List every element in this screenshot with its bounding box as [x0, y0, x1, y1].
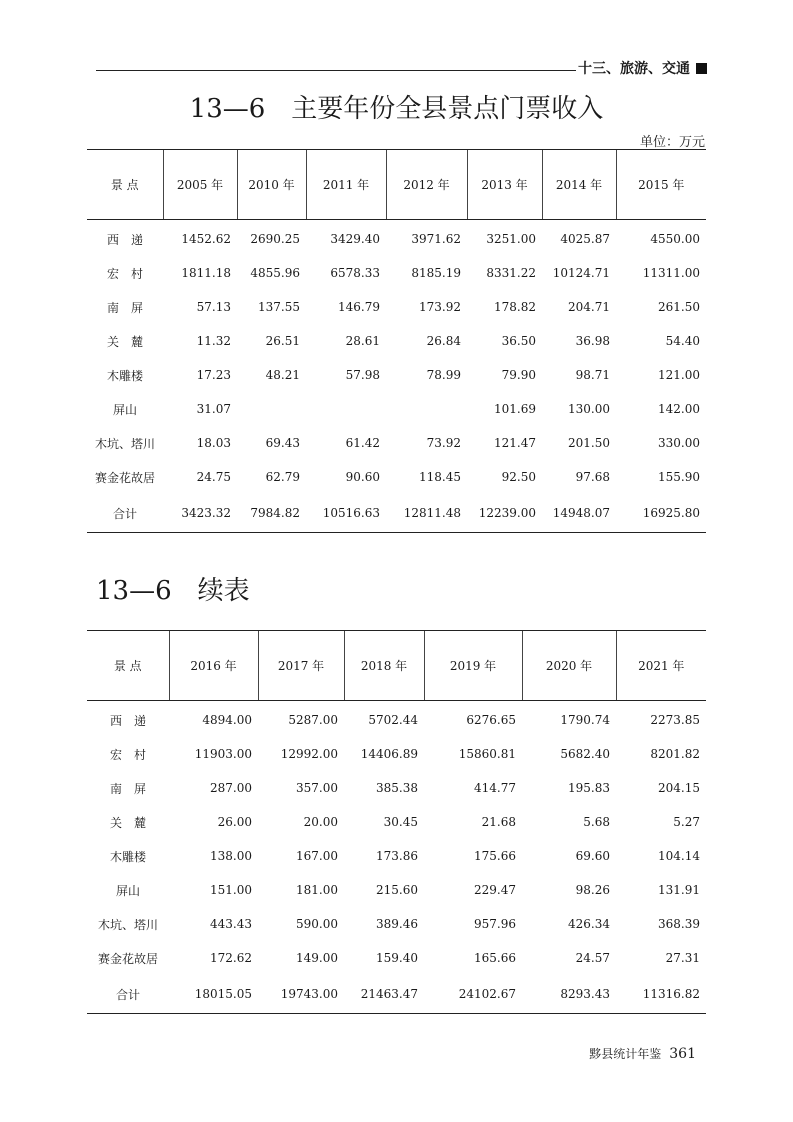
- revenue-cell: 48.21: [265, 368, 300, 382]
- revenue-cell: 8201.82: [650, 747, 700, 761]
- revenue-cell: 229.47: [474, 883, 516, 897]
- revenue-cell: 20.00: [303, 815, 338, 829]
- table-row: [87, 941, 706, 975]
- revenue-cell: 24.57: [575, 951, 610, 965]
- table-row: [87, 256, 706, 290]
- revenue-cell: 195.83: [568, 781, 610, 795]
- revenue-cell: 5702.44: [368, 713, 418, 727]
- revenue-cell: 2273.85: [650, 713, 700, 727]
- column-header-year: 2020 年: [522, 631, 616, 701]
- column-header-year: 2016 年: [169, 631, 258, 701]
- table-header: [87, 631, 706, 701]
- revenue-cell: 26.00: [217, 815, 252, 829]
- revenue-cell: 19743.00: [258, 975, 344, 1014]
- revenue-cell: 8331.22: [486, 266, 536, 280]
- revenue-cell: 30.45: [383, 815, 418, 829]
- revenue-cell: 357.00: [296, 781, 338, 795]
- table-row: [87, 426, 706, 460]
- spot-name-cell: 合计: [87, 494, 163, 533]
- revenue-cell: 6276.65: [466, 713, 516, 727]
- unit-label: 单位：万元: [639, 135, 705, 150]
- revenue-cell: 414.77: [474, 781, 516, 795]
- table-row: [87, 771, 706, 805]
- revenue-cell: 78.99: [426, 368, 461, 382]
- column-header-year: 2013 年: [467, 150, 542, 220]
- spot-name-cell: 屏山: [112, 402, 137, 417]
- revenue-cell: 4894.00: [202, 713, 252, 727]
- spot-name-cell: 木雕楼: [109, 849, 146, 864]
- revenue-cell: 79.90: [501, 368, 536, 382]
- revenue-cell: 73.92: [426, 436, 461, 450]
- revenue-cell: 151.00: [210, 883, 252, 897]
- revenue-cell: 27.31: [665, 951, 700, 965]
- column-header-year: 2018 年: [344, 631, 424, 701]
- revenue-cell: 204.15: [658, 781, 700, 795]
- ticket-revenue-table-2005-2015: [87, 149, 706, 533]
- revenue-cell: 167.00: [296, 849, 338, 863]
- revenue-cell: 18.03: [196, 436, 231, 450]
- column-header-year: 2015 年: [616, 150, 706, 220]
- revenue-cell: 1452.62: [181, 232, 231, 246]
- spot-name-cell: 南 屏: [106, 300, 143, 315]
- revenue-cell: 24102.67: [424, 975, 522, 1014]
- revenue-cell: 204.71: [568, 300, 610, 314]
- revenue-cell: 24.75: [196, 470, 231, 484]
- revenue-cell: 7984.82: [237, 494, 306, 533]
- revenue-cell: 201.50: [568, 436, 610, 450]
- revenue-cell: 54.40: [665, 334, 700, 348]
- spot-name-cell: 宏 村: [109, 747, 146, 762]
- revenue-cell: 178.82: [494, 300, 536, 314]
- revenue-cell: 215.60: [376, 883, 418, 897]
- revenue-cell: 36.50: [501, 334, 536, 348]
- revenue-cell: 181.00: [296, 883, 338, 897]
- spot-name-cell: 宏 村: [106, 266, 143, 281]
- revenue-cell: 62.79: [265, 470, 300, 484]
- spot-name-cell: 西 递: [109, 713, 146, 728]
- revenue-cell: 10124.71: [552, 266, 610, 280]
- revenue-cell: 173.86: [376, 849, 418, 863]
- revenue-cell: 31.07: [196, 402, 231, 416]
- revenue-cell: 5682.40: [560, 747, 610, 761]
- table-row: [87, 873, 706, 907]
- spot-name-cell: 屏山: [115, 883, 140, 898]
- revenue-cell: 10516.63: [306, 494, 386, 533]
- revenue-cell: 4855.96: [250, 266, 300, 280]
- spot-name-cell: 关 麓: [109, 815, 146, 830]
- revenue-cell: 146.79: [338, 300, 380, 314]
- table-row: [87, 907, 706, 941]
- revenue-cell: 11311.00: [642, 266, 700, 280]
- revenue-cell: 61.42: [345, 436, 380, 450]
- column-header-spot: 景 点: [87, 631, 169, 701]
- revenue-cell: 175.66: [474, 849, 516, 863]
- column-header-year: 2012 年: [386, 150, 467, 220]
- revenue-cell: 5.27: [673, 815, 700, 829]
- spot-name-cell: 木坑、塔川: [94, 436, 155, 451]
- table-row: [87, 839, 706, 873]
- revenue-cell: 17.23: [196, 368, 231, 382]
- revenue-cell: 1811.18: [181, 266, 231, 280]
- table-row: [87, 975, 706, 1014]
- column-header-year: 2014 年: [542, 150, 616, 220]
- column-header-year: 2005 年: [163, 150, 237, 220]
- column-header-year: 2017 年: [258, 631, 344, 701]
- spot-name-cell: 南 屏: [109, 781, 146, 796]
- spot-name-cell: 赛金花故居: [97, 951, 158, 966]
- ticket-revenue-table-2016-2021: [87, 630, 706, 1014]
- revenue-cell: 121.00: [658, 368, 700, 382]
- revenue-cell: 98.71: [575, 368, 610, 382]
- revenue-cell: 11903.00: [194, 747, 252, 761]
- spot-name-cell: 木坑、塔川: [97, 917, 158, 932]
- revenue-cell: 8293.43: [522, 975, 616, 1014]
- revenue-cell: 3251.00: [486, 232, 536, 246]
- revenue-cell: 57.13: [196, 300, 231, 314]
- revenue-cell: 12992.00: [280, 747, 338, 761]
- table-row: [87, 392, 706, 426]
- revenue-cell: 14406.89: [360, 747, 418, 761]
- chapter-header: [578, 58, 707, 78]
- revenue-cell: [306, 392, 386, 426]
- revenue-cell: 90.60: [345, 470, 380, 484]
- revenue-cell: 26.51: [265, 334, 300, 348]
- table-body: [87, 220, 706, 533]
- revenue-cell: 130.00: [568, 402, 610, 416]
- revenue-cell: 1790.74: [560, 713, 610, 727]
- revenue-cell: 121.47: [494, 436, 536, 450]
- revenue-cell: 12239.00: [467, 494, 542, 533]
- spot-name-cell: 西 递: [106, 232, 143, 247]
- spot-name-cell: 关 麓: [106, 334, 143, 349]
- revenue-cell: 261.50: [658, 300, 700, 314]
- revenue-cell: 97.68: [575, 470, 610, 484]
- revenue-cell: 287.00: [210, 781, 252, 795]
- column-header-year: 2019 年: [424, 631, 522, 701]
- table-row: [87, 805, 706, 839]
- revenue-cell: 173.92: [419, 300, 461, 314]
- revenue-cell: 69.60: [575, 849, 610, 863]
- chapter-label: 十三、旅游、交通: [578, 61, 690, 77]
- revenue-cell: [237, 392, 306, 426]
- revenue-cell: [386, 392, 467, 426]
- column-header-spot: 景 点: [87, 150, 163, 220]
- revenue-cell: 8185.19: [411, 266, 461, 280]
- table-body: [87, 701, 706, 1014]
- revenue-cell: 6578.33: [330, 266, 380, 280]
- yearbook-name: 黟县统计年鉴: [589, 1047, 662, 1061]
- revenue-cell: 389.46: [376, 917, 418, 931]
- column-header-year: 2021 年: [616, 631, 706, 701]
- spot-name-cell: 赛金花故居: [94, 470, 155, 485]
- revenue-cell: 3423.32: [163, 494, 237, 533]
- table-row: [87, 701, 706, 738]
- revenue-cell: 104.14: [658, 849, 700, 863]
- square-bullet-icon: [696, 63, 707, 74]
- revenue-cell: 26.84: [426, 334, 461, 348]
- revenue-cell: 21.68: [481, 815, 516, 829]
- page-number: 361: [669, 1046, 696, 1062]
- revenue-cell: 15860.81: [458, 747, 516, 761]
- header-rule: [96, 70, 576, 71]
- revenue-cell: 101.69: [494, 402, 536, 416]
- revenue-cell: 21463.47: [344, 975, 424, 1014]
- spot-name-cell: 木雕楼: [106, 368, 143, 383]
- table-row: [87, 358, 706, 392]
- revenue-cell: 16925.80: [616, 494, 706, 533]
- table-header: [87, 150, 706, 220]
- revenue-cell: 69.43: [265, 436, 300, 450]
- revenue-cell: 172.62: [210, 951, 252, 965]
- column-header-year: 2011 年: [306, 150, 386, 220]
- revenue-cell: 138.00: [210, 849, 252, 863]
- revenue-cell: 3971.62: [411, 232, 461, 246]
- revenue-cell: 3429.40: [330, 232, 380, 246]
- table-row: [87, 324, 706, 358]
- revenue-cell: 12811.48: [386, 494, 467, 533]
- revenue-cell: 165.66: [474, 951, 516, 965]
- revenue-cell: 330.00: [658, 436, 700, 450]
- revenue-cell: 5.68: [583, 815, 610, 829]
- revenue-cell: 28.61: [345, 334, 380, 348]
- revenue-cell: 957.96: [474, 917, 516, 931]
- revenue-cell: 142.00: [658, 402, 700, 416]
- page-footer: [589, 1045, 696, 1062]
- revenue-cell: 57.98: [345, 368, 380, 382]
- revenue-cell: 149.00: [296, 951, 338, 965]
- revenue-cell: 159.40: [376, 951, 418, 965]
- revenue-cell: 443.43: [210, 917, 252, 931]
- revenue-cell: 2690.25: [250, 232, 300, 246]
- revenue-cell: 18015.05: [169, 975, 258, 1014]
- revenue-cell: 11316.82: [616, 975, 706, 1014]
- revenue-cell: 155.90: [658, 470, 700, 484]
- revenue-cell: 385.38: [376, 781, 418, 795]
- revenue-cell: 426.34: [568, 917, 610, 931]
- revenue-cell: 98.26: [575, 883, 610, 897]
- revenue-cell: 590.00: [296, 917, 338, 931]
- continued-table-title: 13—6 续表: [96, 576, 250, 606]
- table-row: [87, 460, 706, 494]
- revenue-cell: 5287.00: [288, 713, 338, 727]
- revenue-cell: 118.45: [419, 470, 461, 484]
- table-row: [87, 737, 706, 771]
- table-row: [87, 290, 706, 324]
- revenue-cell: 4025.87: [560, 232, 610, 246]
- revenue-cell: 137.55: [258, 300, 300, 314]
- revenue-cell: 92.50: [501, 470, 536, 484]
- table-title: 13—6 主要年份全县景点门票收入: [189, 94, 604, 124]
- table-row: [87, 494, 706, 533]
- spot-name-cell: 合计: [87, 975, 169, 1014]
- revenue-cell: 131.91: [658, 883, 700, 897]
- column-header-year: 2010 年: [237, 150, 306, 220]
- revenue-cell: 36.98: [575, 334, 610, 348]
- revenue-cell: 14948.07: [542, 494, 616, 533]
- revenue-cell: 4550.00: [650, 232, 700, 246]
- table-row: [87, 220, 706, 257]
- revenue-cell: 368.39: [658, 917, 700, 931]
- revenue-cell: 11.32: [196, 334, 231, 348]
